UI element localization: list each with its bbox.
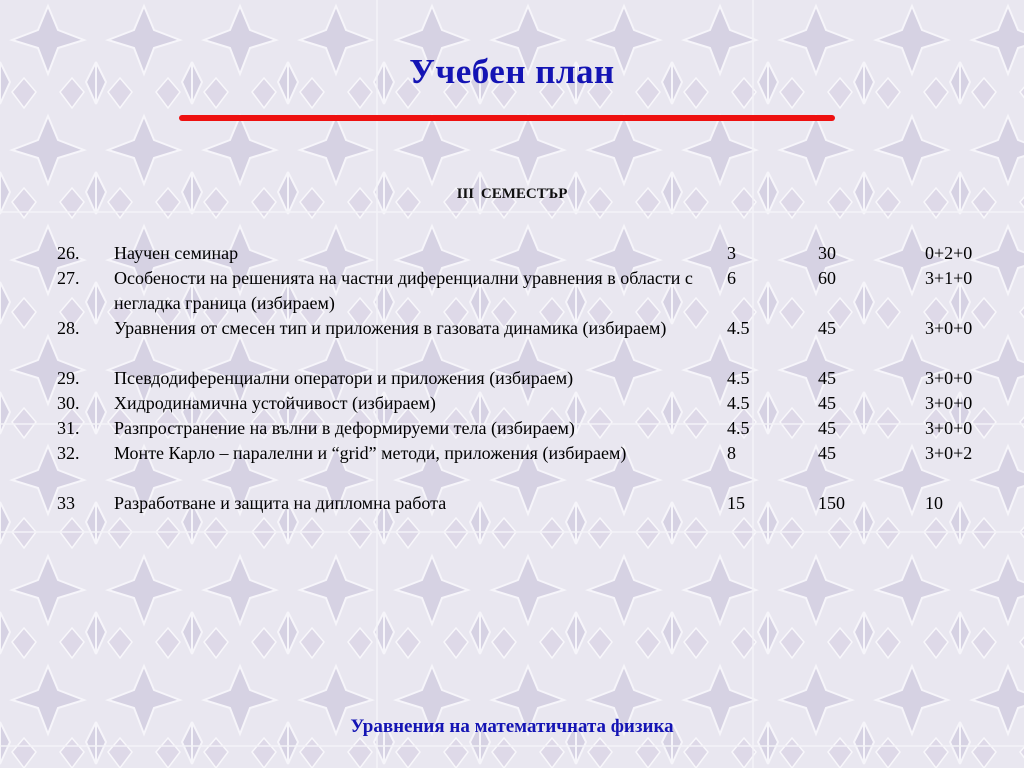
- course-credits: 3: [727, 243, 736, 263]
- course-name: Уравнения от смесен тип и приложения в газовата динамика (избираем): [114, 318, 667, 338]
- title-underline: [179, 115, 835, 121]
- course-credits: 4.5: [727, 418, 750, 438]
- course-number: 32.: [57, 443, 80, 463]
- semester-heading: III СЕМЕСТЪР: [456, 186, 568, 202]
- course-schedule: 3+0+0: [925, 393, 973, 413]
- course-hours: 45: [818, 393, 836, 413]
- course-number: 33: [57, 493, 75, 513]
- course-name: Научен семинар: [114, 243, 239, 263]
- course-schedule: 3+0+0: [925, 368, 973, 388]
- course-name: Хидродинамична устойчивост (избираем): [114, 393, 436, 413]
- course-name: Разпространение на вълни в деформируеми тела (избираем): [114, 418, 575, 438]
- course-hours: 45: [818, 443, 836, 463]
- course-schedule: 3+0+0: [925, 318, 973, 338]
- course-credits: 4.5: [727, 318, 750, 338]
- course-schedule: 3+0+0: [925, 418, 973, 438]
- slide-title: Учебен план: [409, 52, 615, 91]
- course-credits: 15: [727, 493, 745, 513]
- course-hours: 60: [818, 268, 836, 288]
- course-number: 27.: [57, 268, 80, 288]
- course-name: Разработване и защита на дипломна работа: [114, 493, 447, 513]
- course-hours: 45: [818, 318, 836, 338]
- course-number: 26.: [57, 243, 80, 263]
- course-hours: 45: [818, 418, 836, 438]
- course-number: 28.: [57, 318, 80, 338]
- course-credits: 6: [727, 268, 736, 288]
- course-number: 30.: [57, 393, 80, 413]
- course-credits: 4.5: [727, 368, 750, 388]
- course-hours: 45: [818, 368, 836, 388]
- course-schedule: 3+0+2: [925, 443, 973, 463]
- course-schedule: 10: [925, 493, 943, 513]
- course-hours: 150: [818, 493, 845, 513]
- course-name: Монте Карло – паралелни и “grid” методи, приложения (избираем): [114, 443, 627, 463]
- course-number: 29.: [57, 368, 80, 388]
- course-schedule: 0+2+0: [925, 243, 973, 263]
- course-schedule: 3+1+0: [925, 268, 973, 288]
- course-credits: 4.5: [727, 393, 750, 413]
- course-number: 31.: [57, 418, 80, 438]
- course-name: Особености на решенията на частни диференциални уравнения в области с негладка граница (избираем): [114, 268, 693, 313]
- course-hours: 30: [818, 243, 836, 263]
- slide-footer: Уравнения на математичната физика: [350, 716, 674, 737]
- course-name: Псевдодиференциални оператори и приложения (избираем): [114, 368, 574, 388]
- course-credits: 8: [727, 443, 736, 463]
